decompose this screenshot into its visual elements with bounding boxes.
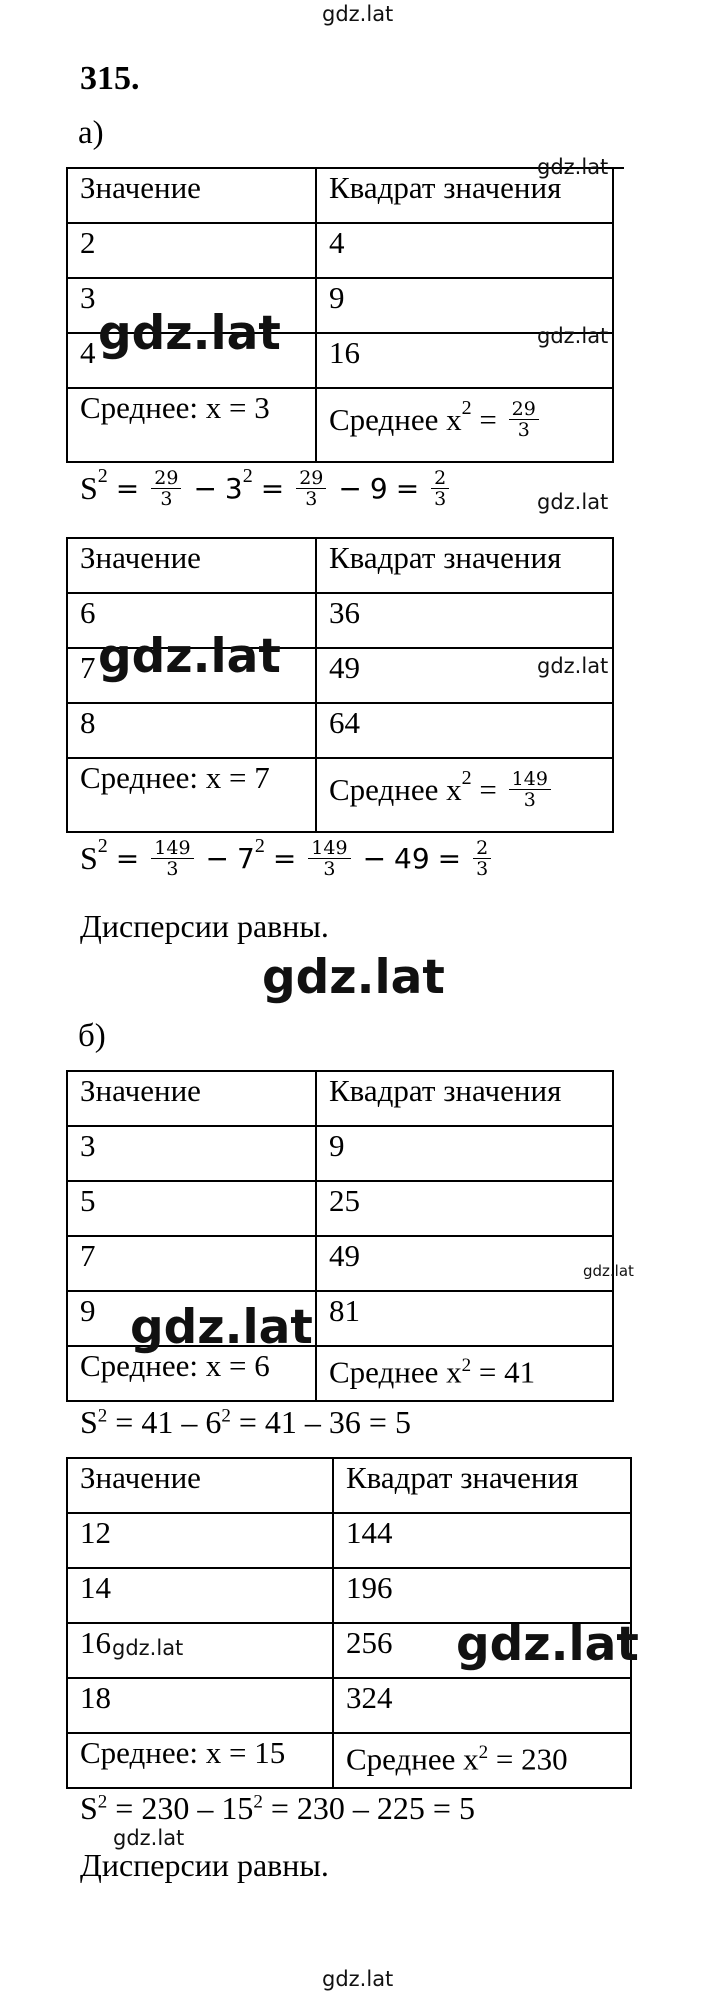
numerator: 2 xyxy=(476,837,489,859)
mean-x2-cell xyxy=(316,388,613,462)
numerator: 149 xyxy=(511,768,548,790)
watermark-text: gdz.lat xyxy=(537,155,609,179)
watermark-text: gdz.lat xyxy=(262,950,445,1005)
formula-part: = 41 – 6 xyxy=(107,1404,222,1440)
formula-a2 xyxy=(80,835,495,880)
table-cell: 8 xyxy=(67,703,316,758)
table-cell: 7 xyxy=(67,648,316,703)
denominator: 3 xyxy=(166,858,179,880)
equals-sign: = xyxy=(471,401,505,437)
denominator: 3 xyxy=(434,488,447,510)
watermark-text: gdz.lat xyxy=(456,1617,639,1672)
fraction xyxy=(296,468,326,509)
table-header: Квадрат значения xyxy=(316,168,613,223)
table-cell: 9 xyxy=(67,1291,316,1346)
equals-sign: = xyxy=(471,771,505,807)
table-cell: 64 xyxy=(316,703,613,758)
table-header: Квадрат значения xyxy=(316,1071,613,1126)
fraction xyxy=(151,838,193,879)
table-cell: 49 xyxy=(316,1236,613,1291)
table-cell: 81 xyxy=(316,1291,613,1346)
formula-symbol: S xyxy=(80,1404,98,1440)
table-cell: 196 xyxy=(333,1568,631,1623)
numerator: 149 xyxy=(311,837,348,859)
minus-sign: − xyxy=(362,842,387,875)
watermark-text: gdz.lat xyxy=(130,1300,313,1355)
conclusion-a: Дисперсии равны. xyxy=(80,908,329,944)
formula-symbol: S xyxy=(80,470,98,506)
exponent: 2 xyxy=(97,1791,108,1813)
table-cell: 25 xyxy=(316,1181,613,1236)
equals-sign: = xyxy=(395,472,420,505)
table-cell: 9 xyxy=(316,1126,613,1181)
formula-part: = 230 – 15 xyxy=(107,1790,254,1826)
table-cell: 2 xyxy=(67,223,316,278)
mean-x2-cell xyxy=(316,1346,613,1401)
watermark-text: gdz.lat xyxy=(98,629,281,684)
table-header: Значение xyxy=(67,168,316,223)
exponent: 2 xyxy=(97,1405,108,1427)
table-cell: 144 xyxy=(333,1513,631,1568)
formula-symbol: S xyxy=(80,840,98,876)
watermark-text: gdz.lat xyxy=(322,2,394,26)
table-cell: 7 xyxy=(67,1236,316,1291)
part-a-label: а) xyxy=(78,115,104,151)
denominator: 3 xyxy=(476,858,489,880)
formula-term: 3 xyxy=(224,472,243,505)
exponent: 2 xyxy=(97,465,108,487)
fraction xyxy=(431,468,449,509)
formula-b1 xyxy=(80,1404,411,1441)
table-cell: 5 xyxy=(67,1181,316,1236)
table-cell: 3 xyxy=(67,278,316,333)
table-cell: 36 xyxy=(316,593,613,648)
numerator: 29 xyxy=(154,467,179,489)
table-a2 xyxy=(66,537,614,833)
watermark-text: gdz.lat xyxy=(537,324,609,348)
numerator: 29 xyxy=(511,398,536,420)
table-header: Значение xyxy=(67,1071,316,1126)
watermark-text: gdz.lat xyxy=(537,654,609,678)
table-cell: 4 xyxy=(67,333,316,388)
denominator: 3 xyxy=(160,488,173,510)
exponent: 2 xyxy=(461,766,472,789)
minus-sign: − xyxy=(205,842,229,875)
table-cell: 16 xyxy=(316,333,613,388)
fraction xyxy=(308,838,350,879)
mean-x-cell: Среднее: x = 6 xyxy=(67,1346,316,1401)
mean-x2-value: = 41 xyxy=(471,1354,536,1390)
exponent: 2 xyxy=(478,1742,489,1763)
mean-x2-value: = 230 xyxy=(488,1741,568,1777)
equals-sign: = xyxy=(115,472,140,505)
part-b-label: б) xyxy=(78,1018,106,1054)
table-header: Значение xyxy=(67,538,316,593)
formula-term: 9 xyxy=(369,472,388,505)
numerator: 149 xyxy=(154,837,191,859)
watermark-text: gdz.lat xyxy=(98,306,281,361)
fraction xyxy=(509,399,539,440)
mean-x-cell: Среднее: x = 3 xyxy=(67,388,316,462)
denominator: 3 xyxy=(305,488,318,510)
formula-symbol: S xyxy=(80,1790,98,1826)
formula-term: 49 xyxy=(394,842,430,875)
table-header: Значение xyxy=(67,1458,333,1513)
table-cell: 324 xyxy=(333,1678,631,1733)
mean-x2-label: Среднее x xyxy=(329,401,462,437)
table-cell: 256 xyxy=(333,1623,631,1678)
minus-sign: − xyxy=(338,472,362,505)
equals-sign: = xyxy=(272,842,297,875)
watermark-text: gdz.lat xyxy=(583,1262,634,1280)
fraction xyxy=(151,468,181,509)
table-header: Квадрат значения xyxy=(316,538,613,593)
problem-number: 315. xyxy=(80,60,140,97)
exponent: 2 xyxy=(253,1791,263,1813)
table-cell: 12 xyxy=(67,1513,333,1568)
minus-sign: − xyxy=(193,472,217,505)
watermark-text: gdz.lat xyxy=(537,490,609,514)
fraction xyxy=(509,769,551,810)
exponent: 2 xyxy=(461,396,472,419)
exponent: 2 xyxy=(221,1405,231,1427)
formula-term: 7 xyxy=(237,842,255,875)
exponent: 2 xyxy=(97,835,108,857)
mean-x2-label: Среднее x xyxy=(329,771,462,807)
table-cell: 4 xyxy=(316,223,613,278)
exponent: 2 xyxy=(254,835,265,857)
formula-part: = 230 – 225 = 5 xyxy=(262,1790,475,1826)
exponent: 2 xyxy=(242,465,253,487)
denominator: 3 xyxy=(523,789,536,811)
equals-sign: = xyxy=(437,842,462,875)
mean-x2-cell xyxy=(333,1733,631,1788)
fraction xyxy=(473,838,491,879)
equals-sign: = xyxy=(115,842,140,875)
formula-a1 xyxy=(80,465,453,510)
watermark-text: gdz.lat xyxy=(322,1967,394,1991)
mean-x-cell: Среднее: x = 15 xyxy=(67,1733,333,1788)
table-cell: 16 xyxy=(67,1623,333,1678)
exponent: 2 xyxy=(461,1355,472,1376)
formula-b2 xyxy=(80,1790,475,1827)
formula-part: = 41 – 36 = 5 xyxy=(230,1404,411,1440)
mean-x-cell: Среднее: x = 7 xyxy=(67,758,316,832)
equals-sign: = xyxy=(260,472,285,505)
table-header: Квадрат значения xyxy=(333,1458,631,1513)
denominator: 3 xyxy=(517,419,530,441)
conclusion-b: Дисперсии равны. xyxy=(80,1847,329,1883)
watermark-text: gdz.lat xyxy=(112,1636,184,1660)
table-cell: 6 xyxy=(67,593,316,648)
table-cell: 9 xyxy=(316,278,613,333)
denominator: 3 xyxy=(323,858,336,880)
numerator: 2 xyxy=(434,467,447,489)
mean-x2-label: Среднее x xyxy=(346,1741,479,1777)
table-cell: 3 xyxy=(67,1126,316,1181)
numerator: 29 xyxy=(299,467,324,489)
mean-x2-cell xyxy=(316,758,613,832)
watermark-text: gdz.lat xyxy=(113,1826,185,1850)
table-cell: 14 xyxy=(67,1568,333,1623)
mean-x2-label: Среднее x xyxy=(329,1354,462,1390)
table-cell: 18 xyxy=(67,1678,333,1733)
table-cell: 49 xyxy=(316,648,613,703)
